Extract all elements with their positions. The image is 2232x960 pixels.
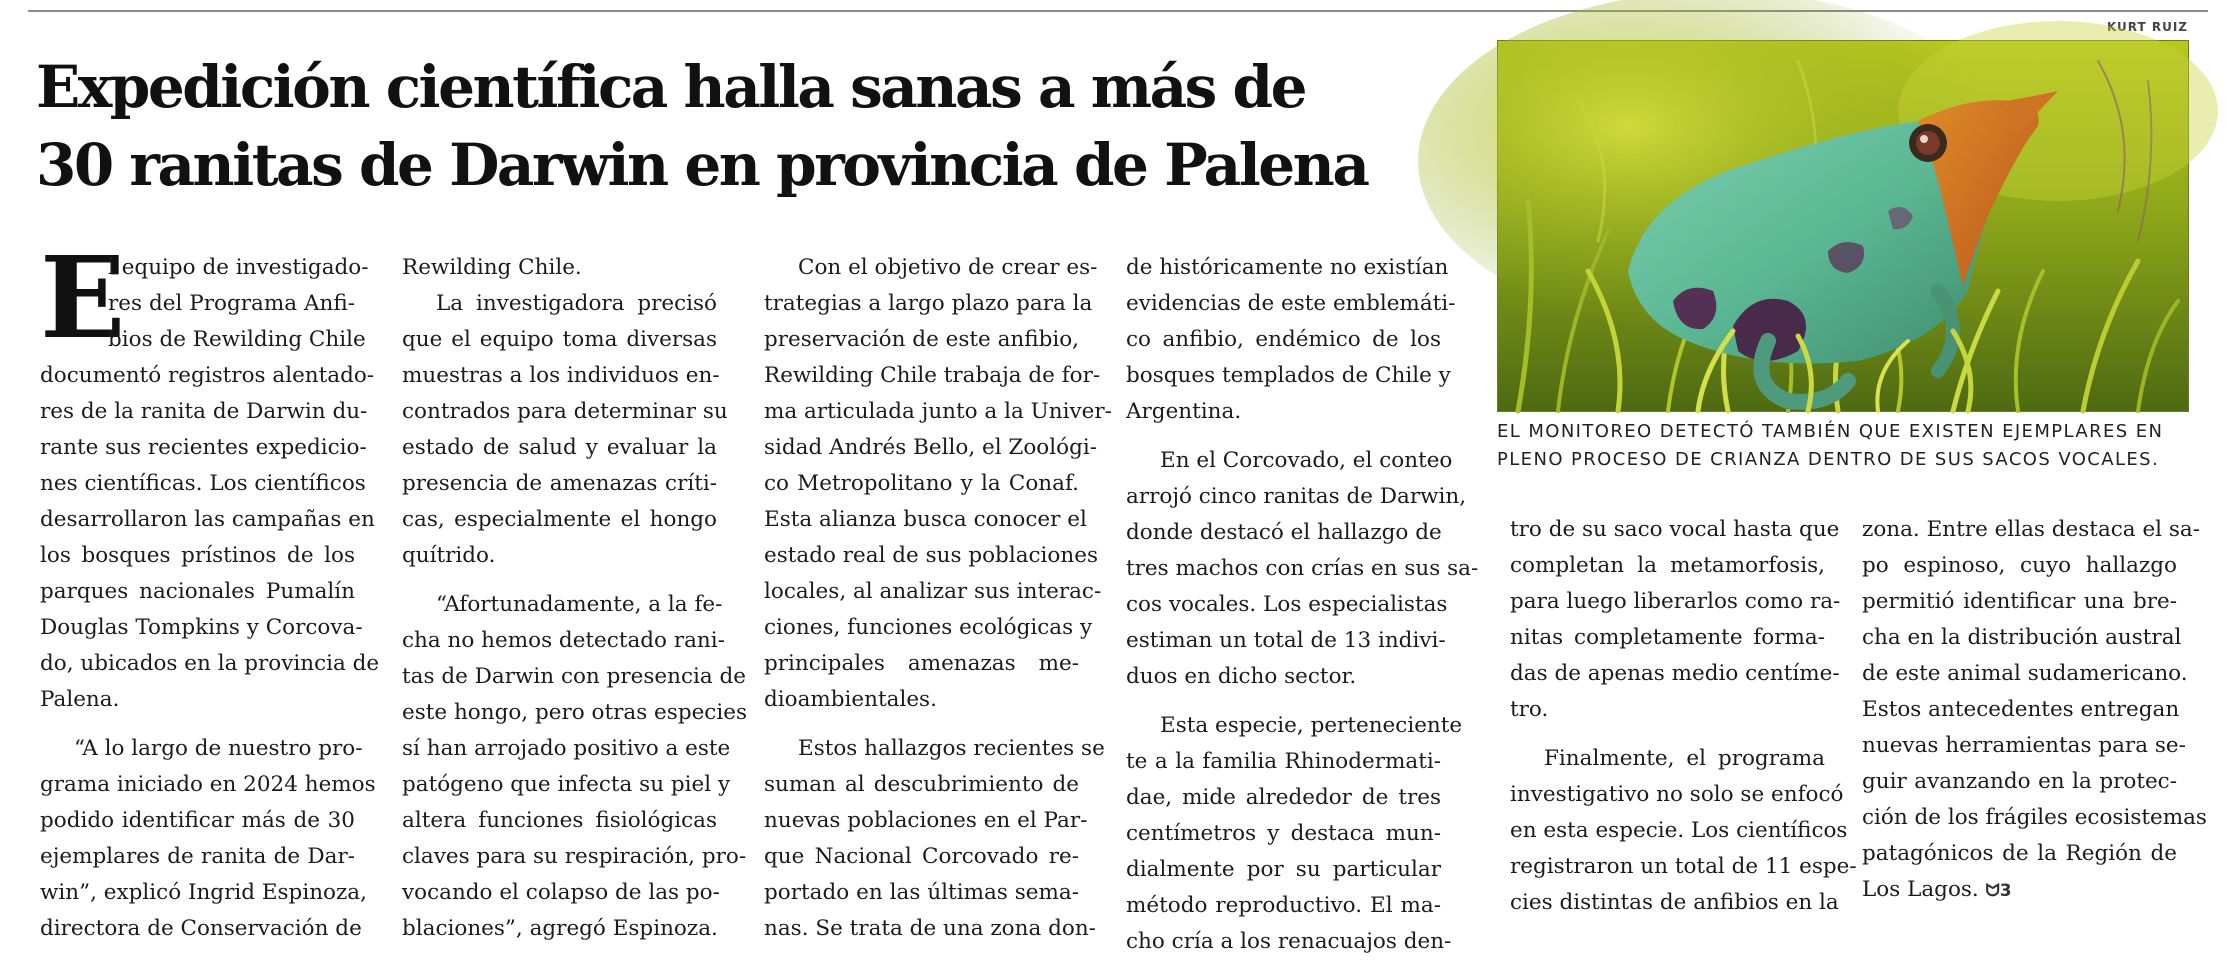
text-line: de históricamente no existían bbox=[1126, 255, 1449, 280]
text-line: sidad Andrés Bello, el Zoológi- bbox=[764, 435, 1097, 460]
text-line: Con el objetivo de crear es- bbox=[798, 255, 1098, 280]
text-line: cies distintas de anfibios en la bbox=[1510, 890, 1839, 915]
text-line: das de apenas medio centíme- bbox=[1510, 661, 1840, 686]
text-line: registraron un total de 11 espe- bbox=[1510, 854, 1857, 879]
text-line: zona. Entre ellas destaca el sa- bbox=[1862, 517, 2201, 542]
text-line: nitas completamente forma- bbox=[1510, 625, 1825, 650]
text-line: tas de Darwin con presencia de bbox=[402, 664, 747, 689]
text-line: presencia de amenazas críti- bbox=[402, 471, 717, 496]
text-line: tro. bbox=[1510, 697, 1549, 722]
text-line: Argentina. bbox=[1126, 399, 1242, 424]
text-line: sí han arrojado positivo a este bbox=[402, 736, 731, 761]
photo-caption bbox=[1497, 418, 2197, 474]
caption-line: EL MONITOREO DETECTÓ TAMBIÉN QUE EXISTEN EJEMPLARES EN bbox=[1497, 421, 2164, 442]
text-line: preservación de este anfibio, bbox=[764, 327, 1080, 352]
text-line: do, ubicados en la provincia de bbox=[40, 651, 380, 676]
text-line: en esta especie. Los científicos bbox=[1510, 818, 1848, 843]
text-line: investigativo no solo se enfocó bbox=[1510, 782, 1844, 807]
text-line: permitió identificar una bre- bbox=[1862, 589, 2177, 614]
text-line: arrojó cinco ranitas de Darwin, bbox=[1126, 484, 1467, 509]
text-line: podido identificar más de 30 bbox=[40, 808, 355, 833]
text-line: contrados para determinar su bbox=[402, 399, 728, 424]
text-line: de este animal sudamericano. bbox=[1862, 661, 2188, 686]
text-line: ción de los frágiles ecosistemas bbox=[1862, 805, 2207, 830]
text-line: nuevas herramientas para se- bbox=[1862, 733, 2186, 758]
text-line: Rewilding Chile trabaja de for- bbox=[764, 363, 1101, 388]
text-line: res de la ranita de Darwin du- bbox=[40, 399, 368, 424]
text-line: que Nacional Corcovado re- bbox=[764, 844, 1079, 869]
text-line: blaciones”, agregó Espinoza. bbox=[402, 916, 718, 941]
drop-cap: E bbox=[40, 233, 126, 364]
text-line: trategias a largo plazo para la bbox=[764, 291, 1093, 316]
text-line: Rewilding Chile. bbox=[402, 255, 582, 280]
text-line: estado real de sus poblaciones bbox=[764, 543, 1098, 568]
text-line: bios de Rewilding Chile bbox=[108, 327, 366, 352]
article-column-5 bbox=[1510, 512, 1857, 921]
frog-photo bbox=[1497, 40, 2189, 412]
text-line: donde destacó el hallazgo de bbox=[1126, 520, 1442, 545]
text-line: cas, especialmente el hongo bbox=[402, 507, 717, 532]
text-line: estado de salud y evaluar la bbox=[402, 435, 717, 460]
text-line: método reproductivo. El ma- bbox=[1126, 893, 1441, 918]
text-line: “Afortunadamente, a la fe- bbox=[436, 592, 723, 617]
text-line: directora de Conservación de bbox=[40, 916, 362, 941]
text-line: En el Corcovado, el conteo bbox=[1160, 448, 1453, 473]
top-rule bbox=[28, 10, 2208, 12]
text-line: grama iniciado en 2024 hemos bbox=[40, 772, 376, 797]
text-line: rante sus recientes expedicio- bbox=[40, 435, 367, 460]
text-line: duos en dicho sector. bbox=[1126, 664, 1357, 689]
text-line: evidencias de este emblemáti- bbox=[1126, 291, 1456, 316]
text-line: Esta alianza busca conocer el bbox=[764, 507, 1087, 532]
text-line: Finalmente, el programa bbox=[1544, 746, 1825, 771]
text-line: bosques templados de Chile y bbox=[1126, 363, 1451, 388]
photo-credit: KURT RUIZ bbox=[2106, 20, 2188, 34]
text-line: cha no hemos detectado rani- bbox=[402, 628, 725, 653]
text-line: co anfibio, endémico de los bbox=[1126, 327, 1441, 352]
text-line: win”, explicó Ingrid Espinoza, bbox=[40, 880, 367, 905]
text-line: nes científicas. Los científicos bbox=[40, 471, 366, 496]
article-column-6 bbox=[1862, 512, 2207, 909]
text-line: claves para su respiración, pro- bbox=[402, 844, 747, 869]
text-line: estiman un total de 13 indivi- bbox=[1126, 628, 1446, 653]
text-line: portado en las últimas sema- bbox=[764, 880, 1079, 905]
text-line-end: Los Lagos. bbox=[1862, 877, 1979, 902]
text-line: principales amenazas me- bbox=[764, 651, 1079, 676]
text-line: patagónicos de la Región de bbox=[1862, 841, 2177, 866]
text-line: ciones, funciones ecológicas y bbox=[764, 615, 1093, 640]
text-line: este hongo, pero otras especies bbox=[402, 700, 747, 725]
text-line: dioambientales. bbox=[764, 687, 937, 712]
text-line: nas. Se trata de una zona don- bbox=[764, 916, 1096, 941]
text-line: guir avanzando en la protec- bbox=[1862, 769, 2177, 794]
article-headline bbox=[36, 48, 1476, 204]
text-line: quítrido. bbox=[402, 543, 496, 568]
text-line: dialmente por su particular bbox=[1126, 857, 1441, 882]
text-line: altera funciones fisiológicas bbox=[402, 808, 717, 833]
text-line: desarrollaron las campañas en bbox=[40, 507, 375, 532]
text-line: ma articulada junto a la Univer- bbox=[764, 399, 1112, 424]
text-line: ejemplares de ranita de Dar- bbox=[40, 844, 355, 869]
text-line: Douglas Tompkins y Corcova- bbox=[40, 615, 363, 640]
text-line: “A lo largo de nuestro pro- bbox=[74, 736, 363, 761]
text-line: cos vocales. Los especialistas bbox=[1126, 592, 1448, 617]
text-line: cho cría a los renacuajos den- bbox=[1126, 929, 1452, 954]
text-line: Esta especie, perteneciente bbox=[1160, 713, 1463, 738]
text-line: locales, al analizar sus interac- bbox=[764, 579, 1102, 604]
article-column-2 bbox=[402, 250, 747, 947]
text-line: La investigadora precisó bbox=[436, 291, 717, 316]
text-line: completan la metamorfosis, bbox=[1510, 553, 1825, 578]
end-mark: ᗢ3 bbox=[1985, 881, 2012, 901]
text-line: para luego liberarlos como ra- bbox=[1510, 589, 1841, 614]
text-line: suman al descubrimiento de bbox=[764, 772, 1079, 797]
text-line bbox=[1862, 872, 2177, 909]
text-line: cha en la distribución austral bbox=[1862, 625, 2182, 650]
text-line: parques nacionales Pumalín bbox=[40, 579, 355, 604]
text-line: los bosques prístinos de los bbox=[40, 543, 355, 568]
text-line: vocando el colapso de las po- bbox=[402, 880, 720, 905]
text-line: Estos hallazgos recientes se bbox=[798, 736, 1105, 761]
article-column-4 bbox=[1126, 250, 1479, 960]
text-line: po espinoso, cuyo hallazgo bbox=[1862, 553, 2177, 578]
text-line: Palena. bbox=[40, 687, 120, 712]
text-line: co Metropolitano y la Conaf. bbox=[764, 471, 1079, 496]
text-line: nuevas poblaciones en el Par- bbox=[764, 808, 1088, 833]
text-line: Estos antecedentes entregan bbox=[1862, 697, 2180, 722]
text-line: tro de su saco vocal hasta que bbox=[1510, 517, 1840, 542]
text-line: tres machos con crías en sus sa- bbox=[1126, 556, 1479, 581]
text-line: te a la familia Rhinodermati- bbox=[1126, 749, 1441, 774]
text-line: que el equipo toma diversas bbox=[402, 327, 717, 352]
text-line: patógeno que infecta su piel y bbox=[402, 772, 731, 797]
text-line: muestras a los individuos en- bbox=[402, 363, 720, 388]
text-line: centímetros y destaca mun- bbox=[1126, 821, 1441, 846]
text-line: dae, mide alrededor de tres bbox=[1126, 785, 1441, 810]
headline-line: 30 ranitas de Darwin en provincia de Palena bbox=[36, 131, 1368, 199]
text-line: l equipo de investigado- bbox=[108, 255, 369, 280]
article-column-3 bbox=[764, 250, 1112, 947]
article-column-1 bbox=[40, 233, 380, 947]
text-line: res del Programa Anfi- bbox=[108, 291, 355, 316]
text-line: documentó registros alentado- bbox=[40, 363, 375, 388]
caption-line: PLENO PROCESO DE CRIANZA DENTRO DE SUS SACOS VOCALES. bbox=[1497, 449, 2160, 470]
headline-line: Expedición científica halla sanas a más de bbox=[36, 53, 1305, 121]
